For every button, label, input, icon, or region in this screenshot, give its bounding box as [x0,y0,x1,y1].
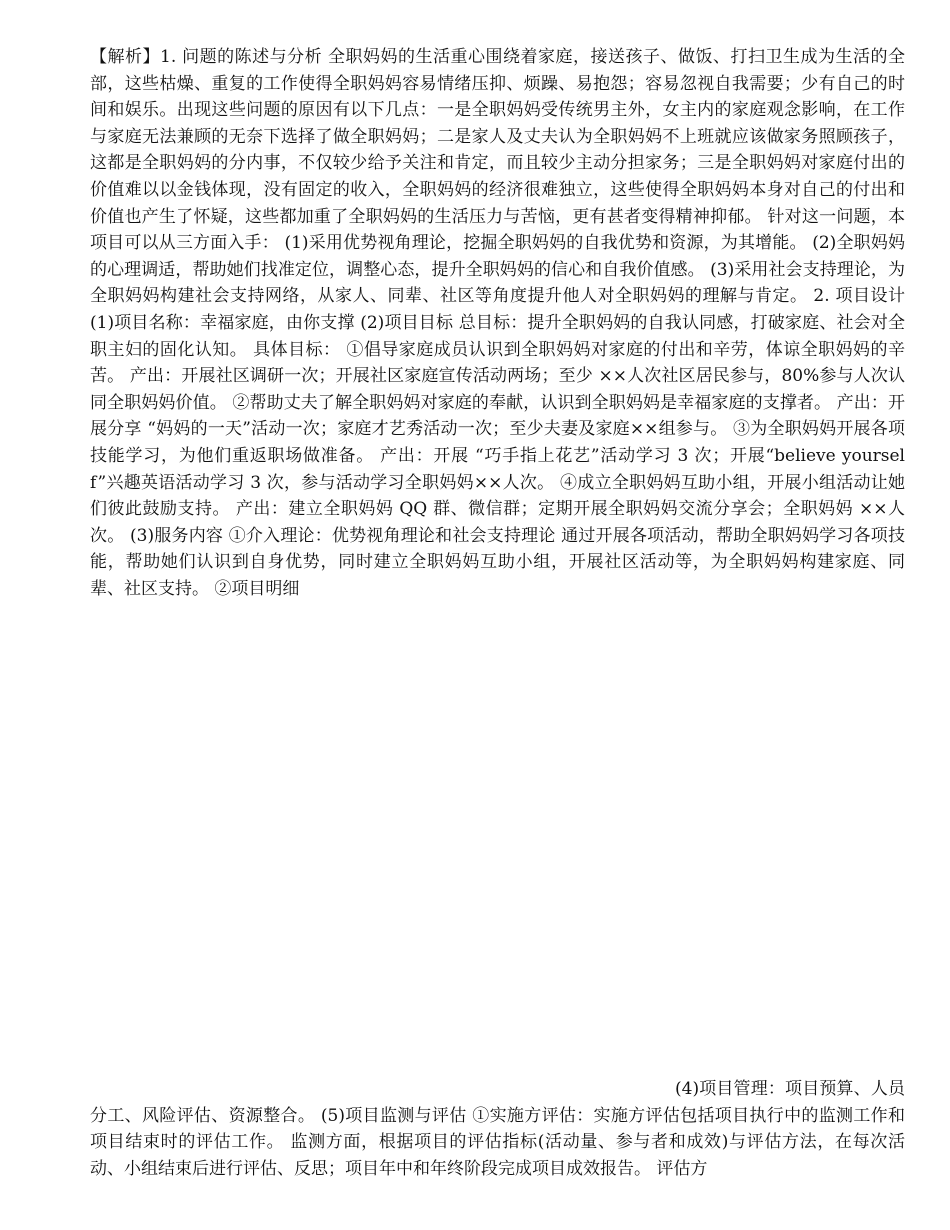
analysis-paragraph: 【解析】1. 问题的陈述与分析 全职妈妈的生活重心围绕着家庭，接送孩子、做饭、打扫卫生成为生活的全部，这些枯燥、重复的工作使得全职妈妈容易情绪压抑、烦躁、易抱怨；容易忽视自我需要；少有自己的时间和娱乐。出现这些问题的原因有以下几点：一是全职妈妈受传统男主外，女主内的家庭观念影响，在工作与家庭无法兼顾的无奈下选择了做全职妈妈；二是家人及丈夫认为全职妈妈不上班就应该做家务照顾孩子，这都是全职妈妈的分内事，不仅较少给予关注和肯定，而且较少主动分担家务；三是全职妈妈对家庭付出的价值难以以金钱体现，没有固定的收入，全职妈妈的经济很难独立，这些使得全职妈妈本身对自己的付出和价值也产生了怀疑，这些都加重了全职妈妈的生活压力与苦恼，更有甚者变得精神抑郁。 针对这一问题，本项目可以从三方面入手： (1)采用优势视角理论，挖掘全职妈妈的自我优势和资源，为其增能。 (2)全职妈妈的心理调适，帮助她们找准定位，调整心态，提升全职妈妈的信心和自我价值感。 (3)采用社会支持理论，为全职妈妈构建社会支持网络，从家人、同辈、社区等角度提升他人对全职妈妈的理解与肯定。 2. 项目设计 (1)项目名称：幸福家庭，由你支撑 (2)项目目标 总目标：提升全职妈妈的自我认同感，打破家庭、社会对全职主妇的固化认知。 具体目标： ①倡导家庭成员认识到全职妈妈对家庭的付出和辛劳，体谅全职妈妈的辛苦。 产出：开展社区调研一次；开展社区家庭宣传活动两场；至少 ××人次社区居民参与，80%参与人次认同全职妈妈价值。 ②帮助丈夫了解全职妈妈对家庭的奉献，认识到全职妈妈是幸福家庭的支撑者。 产出：开展分享 “妈妈的一天”活动一次；家庭才艺秀活动一次；至少夫妻及家庭××组参与。 ③为全职妈妈开展各项技能学习，为他们重返职场做准备。 产出：开展 “巧手指上花艺”活动学习 3 次；开展“believe yourself”兴趣英语活动学习 3 次，参与活动学习全职妈妈××人次。 ④成立全职妈妈互助小组，开展小组活动让她们彼此鼓励支持。 产出：建立全职妈妈 QQ 群、微信群；定期开展全职妈妈交流分享会；全职妈妈 ××人次。 (3)服务内容 ①介入理论：优势视角理论和社会支持理论 通过开展各项活动，帮助全职妈妈学习各项技能，帮助她们认识到自身优势，同时建立全职妈妈互助小组，开展社区活动等，为全职妈妈构建家庭、同辈、社区支持。 ②项目明细 [90,47,905,599]
continuation-paragraph: (4)项目管理：项目预算、人员分工、风险评估、资源整合。 (5)项目监测与评估 ①实施方评估：实施方评估包括项目执行中的监测工作和项目结束时的评估工作。 监测方面，根据项目的评估指标(活动量、参与者和成效)与评估方法，在每次活动、小组结束后进行评估、反思；项目年中和年终阶段完成项目成效报告。 评估方 [90,1079,905,1179]
